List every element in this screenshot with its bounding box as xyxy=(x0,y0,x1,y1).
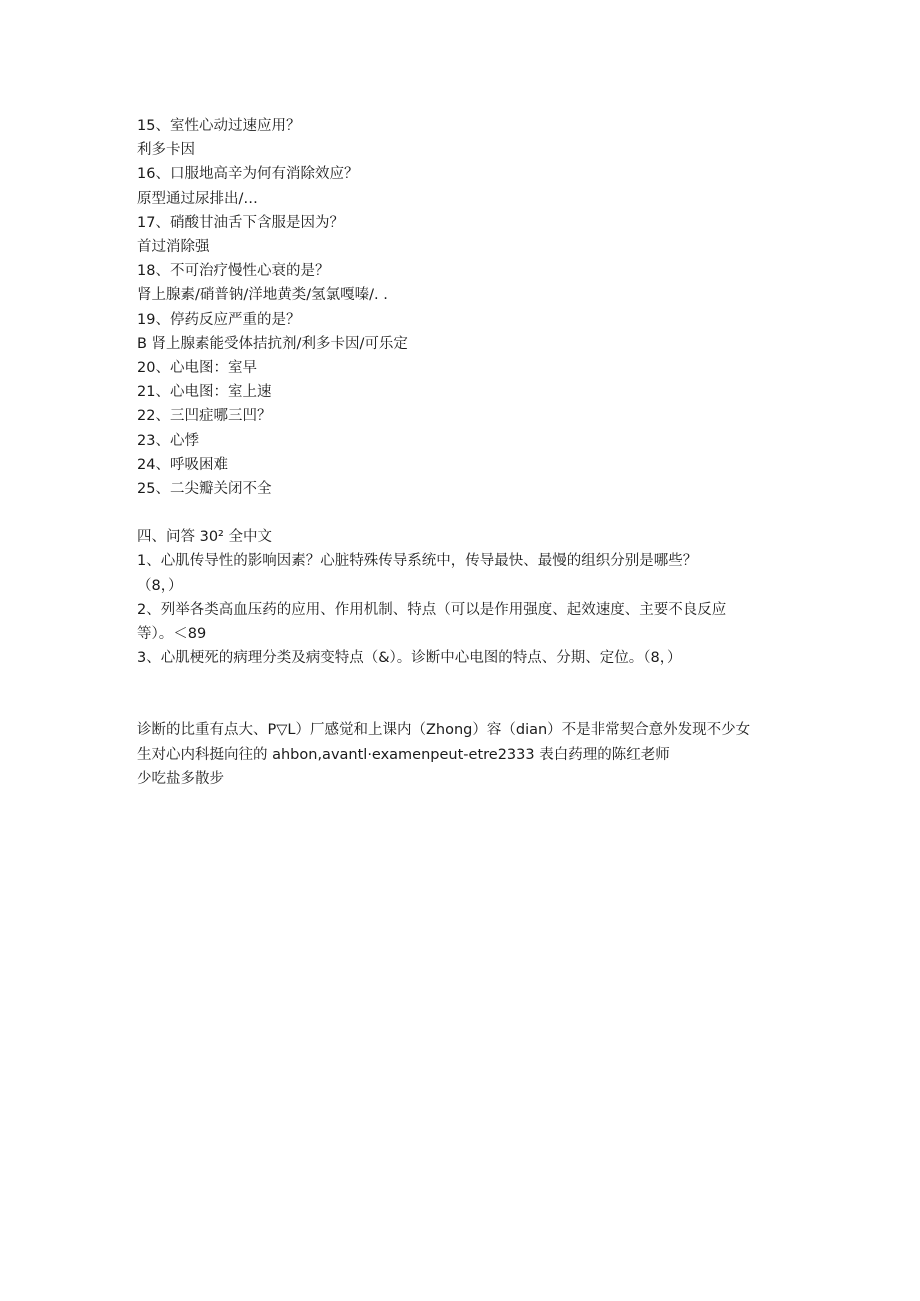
quiz-line: 首过消除强 xyxy=(137,239,210,256)
note-line: 生对心内科挺向往的 ahbon,avantl·examenpeut-etre2333 表白药理的陈红老师 xyxy=(137,746,670,763)
notes-paragraph xyxy=(137,718,787,791)
section-heading: 四、问答 30² 全中文 xyxy=(137,529,272,546)
quiz-line: 利多卡因 xyxy=(137,142,195,159)
note-line: 少吃盐多散步 xyxy=(137,770,224,787)
quiz-line: 16、口服地高辛为何有消除效应？ xyxy=(137,166,359,183)
quiz-line: 18、不可治疗慢性心衰的是？ xyxy=(137,263,330,280)
quiz-line: 19、停药反应严重的是？ xyxy=(137,311,301,328)
quiz-line: 21、心电图：室上速 xyxy=(137,384,272,401)
quiz-line: 23、心悸 xyxy=(137,432,199,449)
essay-section xyxy=(137,525,787,670)
notes-spacer xyxy=(137,670,787,718)
quiz-line: 肾上腺素/硝普钠/洋地黄类/氢氯嘎嗪/. . xyxy=(137,287,388,304)
quiz-line: 原型通过尿排出/… xyxy=(137,190,258,207)
essay-question-2-cont: 等）。＜89 xyxy=(137,626,207,643)
document-page xyxy=(137,114,787,791)
note-line: 诊断的比重有点大、P▽L）厂感觉和上课内（Zhong）容（dian）不是非常契合意外发现不少女 xyxy=(137,722,751,739)
quiz-line: 22、三凹症哪三凹？ xyxy=(137,408,272,425)
quiz-line: 20、心电图：室早 xyxy=(137,360,257,377)
quiz-line: 24、呼吸困难 xyxy=(137,456,228,473)
quiz-list xyxy=(137,114,787,501)
quiz-line: 15、室性心动过速应用？ xyxy=(137,118,301,134)
essay-question-3: 3、心肌梗死的病理分类及病变特点（&）。诊断中心电图的特点、分期、定位。（8，） xyxy=(137,650,682,667)
section-spacer xyxy=(137,501,787,525)
essay-question-2: 2、列举各类高血压药的应用、作用机制、特点（可以是作用强度、起效速度、主要不良反应 xyxy=(137,601,727,618)
quiz-line: 17、硝酸甘油舌下含服是因为？ xyxy=(137,214,344,231)
quiz-line: B 肾上腺素能受体拮抗剂/利多卡因/可乐定 xyxy=(137,335,408,352)
quiz-line: 25、二尖瓣关闭不全 xyxy=(137,481,272,498)
essay-question-1: 1、心肌传导性的影响因素？心脏特殊传导系统中，传导最快、最慢的组织分别是哪些？ xyxy=(137,553,698,570)
essay-question-1-cont: （8，） xyxy=(137,577,183,594)
